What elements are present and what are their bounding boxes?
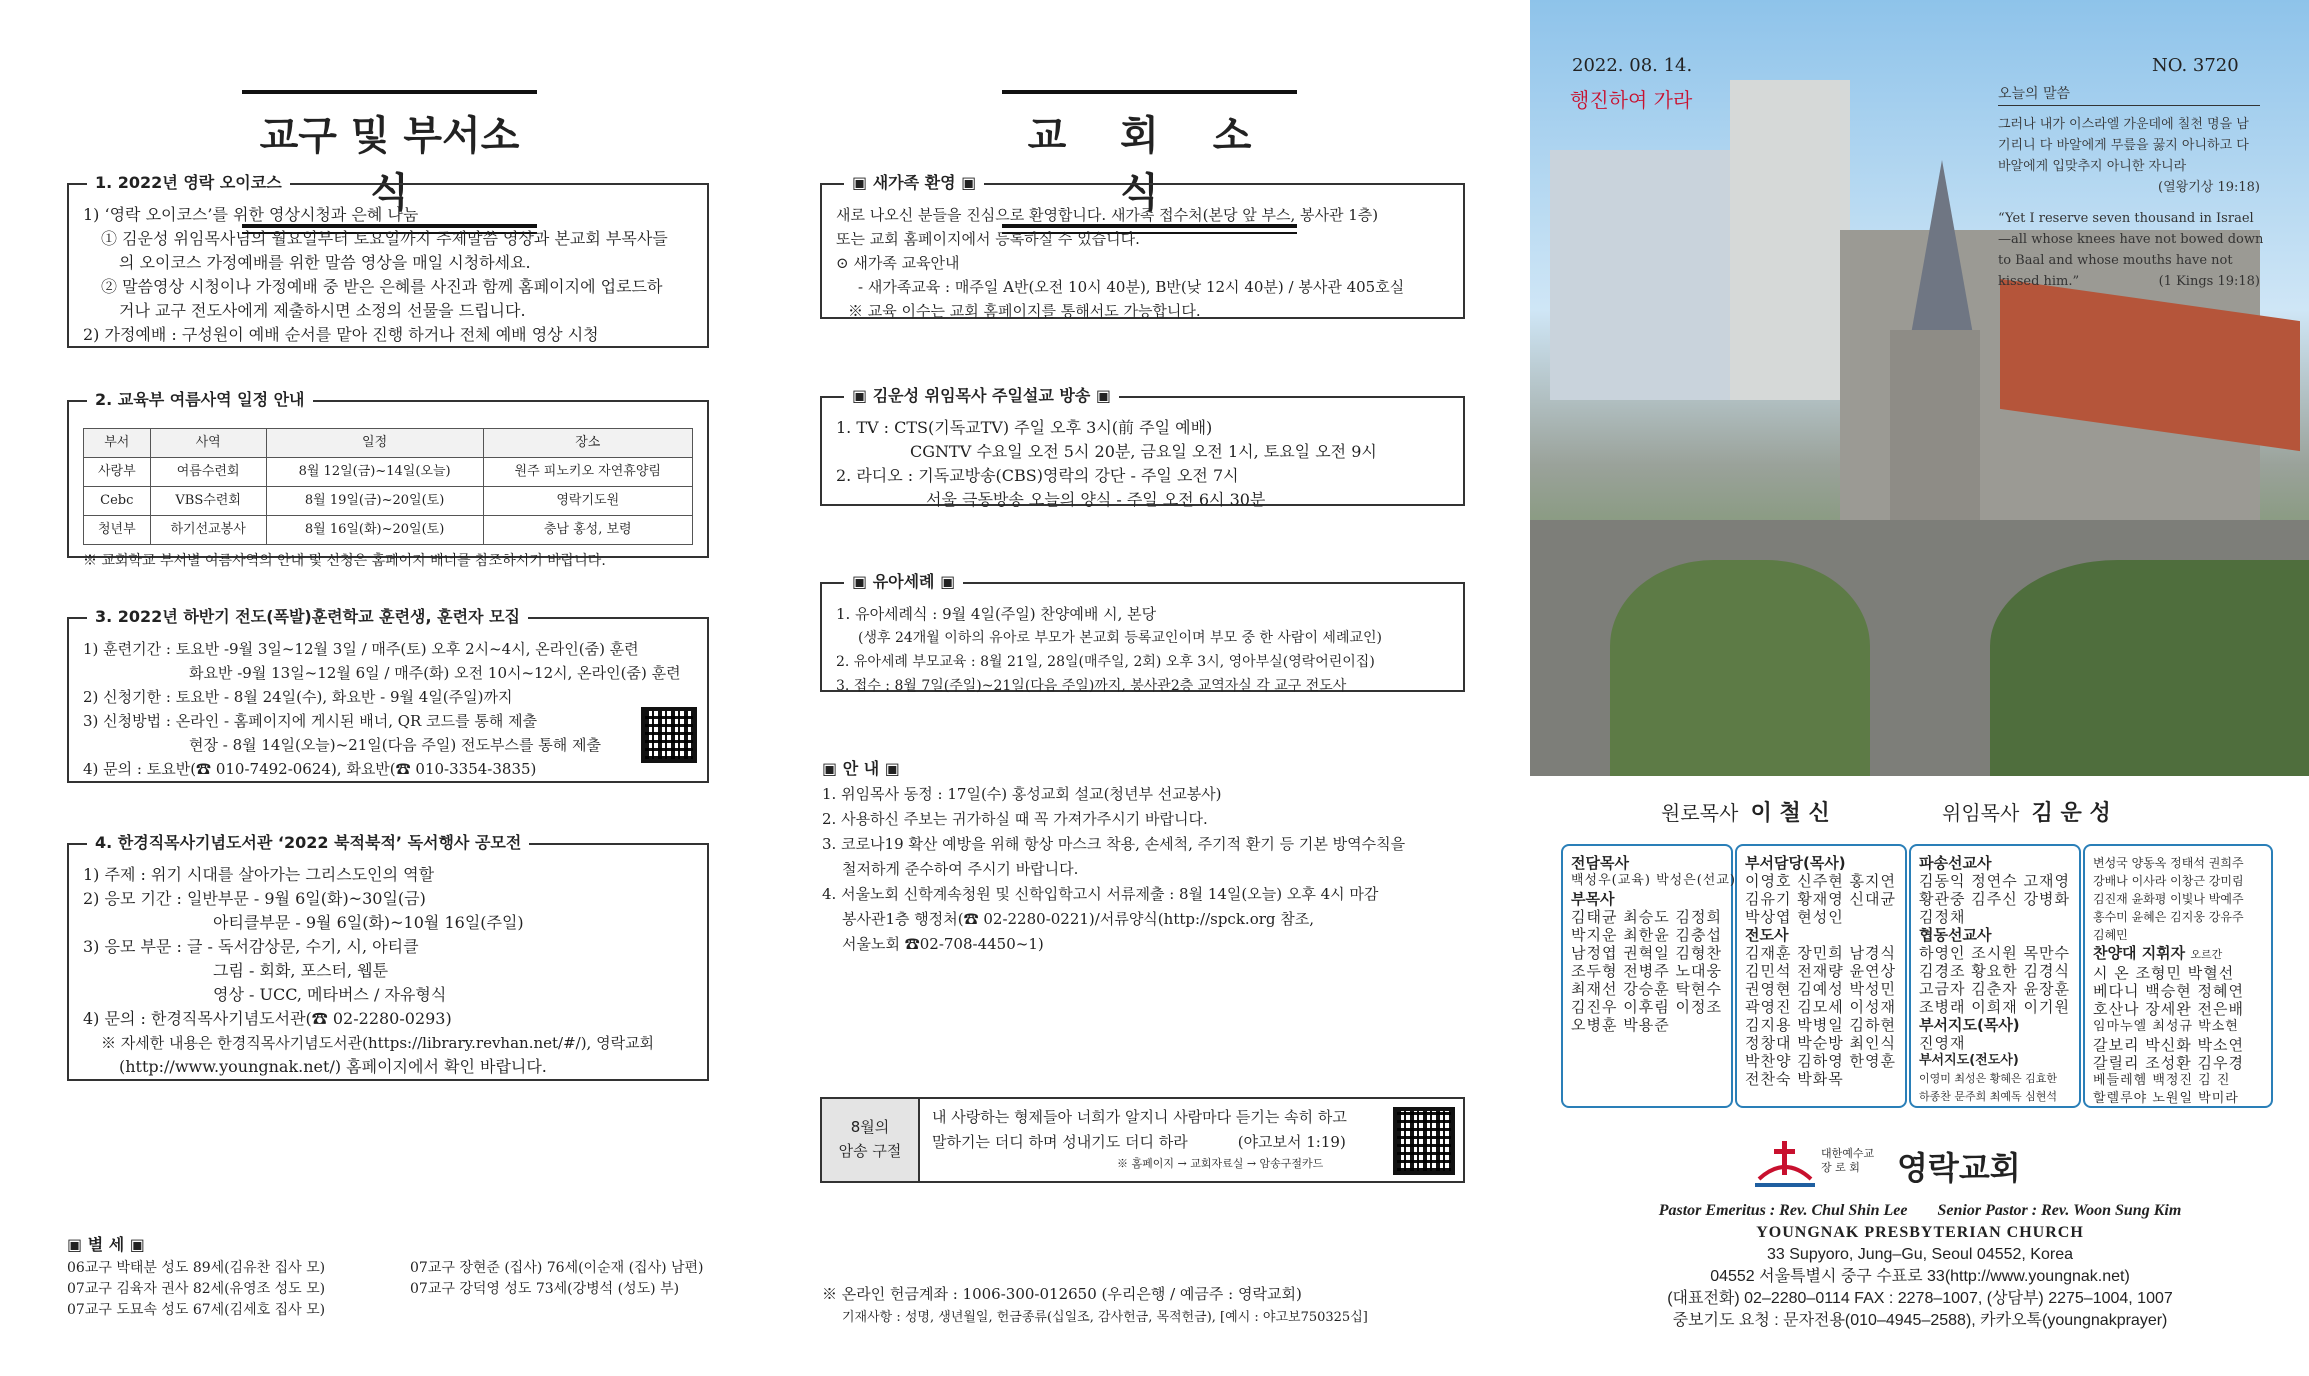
left-section-header: 교구 및 부서소식 [242,90,537,228]
list-item: 하영인 조시원 목만수 [1919,944,2070,962]
table-cell: 하기선교봉사 [150,516,266,545]
pastor-emeritus-label: 원로목사 [1661,801,1739,825]
list-item: 김혜민 [2093,928,2128,942]
list-item: 고금자 김춘자 윤장훈 [1919,980,2070,998]
senior-pastor-en: Senior Pastor : Rev. Woon Sung Kim [1937,1202,2182,1219]
memory-verse-line [932,1130,1347,1155]
list-item: 곽영진 김모세 이성재 [1745,998,1896,1016]
list-heading: 부목사 [1571,890,1615,908]
phone-numbers: (대표전화) 02–2280–0114 FAX : 2278–1007, (상담부) 2275–1004, 1007 [1667,1290,2173,1307]
church-logo [1755,1135,2075,1193]
verse-ko-line: 그러나 내가 이스라엘 가운데에 칠천 명을 남 [1998,117,2249,132]
list-heading [2093,944,2263,964]
list-heading: 부서지도(전도사) [1919,1053,2019,1068]
infant-baptism-title: ▣ 유아세례 ▣ [844,570,963,594]
list-item: 갈보리 박신화 박소연 [2093,1036,2244,1054]
book-contest-box [67,833,709,1081]
obituary-list-2 [410,1258,704,1300]
list-heading: 전담목사 [1571,854,1629,872]
newcomer-line: ※ 교육 이수는 교회 홈페이지를 통해서도 가능합니다. [848,302,1201,320]
verse-ko-line: 바알에게 입맞추지 아니한 자니라 [1998,159,2187,174]
list-item: 백성우(교육) 박성은(선교) [1571,873,1736,888]
book-contest-line: 4) 문의 : 한경직목사기념도서관(☎ 02-2280-0293) [83,1009,452,1028]
list-heading: 전도사 [1745,926,1789,944]
list-item: 김진재 윤화평 이빛나 박예주 [2093,892,2244,906]
oikos-line: ② 말씀영상 시청이나 가정예배 중 받은 은혜를 사진과 함께 홈페이지에 업로드하 [101,277,663,296]
broadcast-line: 1. TV : CTS(기독교TV) 주일 오후 3시(前 주일 예배) [836,418,1213,437]
list-item: 이영미 최성은 황혜은 김효한 [1919,1072,2058,1085]
book-contest-line: 1) 주제 : 위기 시대를 살아가는 그리스도인의 역할 [83,865,435,884]
list-item: 권영현 김예성 박성민 [1745,980,1896,998]
table-cell: 8월 19일(금)~20일(토) [266,487,483,516]
notice-list [822,782,1405,957]
verse-ko-line: 기리니 다 바알에게 무릎을 꿇지 아니하고 다 [1998,138,2249,153]
memory-verse-line: 내 사랑하는 형제들아 너희가 알지니 사람마다 듣기는 속히 하고 [932,1108,1347,1126]
table-cell: 8월 12일(금)~14일(오늘) [266,458,483,487]
list-item: 최재선 강승훈 탁현수 [1571,980,1722,998]
summer-schedule-table [83,428,693,545]
table-cell: 충남 홍성, 보령 [483,516,692,545]
bulletin-number: NO. 3720 [2152,55,2239,76]
broadcast-line: CGNTV 수요일 오전 5시 20분, 금요일 오전 1시, 토요일 오전 9시 [910,442,1377,461]
obituary-item: 06교구 박태분 성도 89세(김유찬 집사 모) [67,1260,326,1276]
memory-verse-label [822,1099,920,1181]
table-header: 일정 [266,429,483,458]
obituary-title: ▣ 별 세 ▣ [67,1235,145,1254]
infant-baptism-line: 1. 유아세례식 : 9월 4일(주일) 찬양예배 시, 본당 [836,605,1157,623]
list-item: 조병래 이희재 이기원 [1919,998,2070,1016]
table-cell: 원주 피노키오 자연휴양림 [483,458,692,487]
list-item: 임마누엘 최성규 박소현 [2093,1019,2239,1034]
notice-item: 서울노회 ☎02-708-4450~1) [842,935,1044,953]
table-header: 부서 [84,429,151,458]
sermon-theme: 행진하여 가라 [1570,88,1693,112]
bulletin-date: 2022. 08. 14. [1572,55,1693,76]
evangelism-qr-code[interactable] [641,707,697,763]
table-cell: 8월 16일(화)~20일(토) [266,516,483,545]
ministers-col-2 [1735,844,1907,1108]
list-heading: 협동선교사 [1919,926,1992,944]
table-row [84,516,693,545]
notice-item: 1. 위임목사 동정 : 17일(수) 홍성교회 설교(청년부 선교봉사) [822,785,1222,803]
book-contest-line: 2) 응모 기간 : 일반부문 - 9월 6일(화)~30일(금) [83,889,426,908]
newcomer-line: ⊙ 새가족 교육안내 [836,254,960,272]
evangelism-box [67,607,709,783]
list-item: 전찬숙 박화목 [1745,1070,1844,1088]
pastor-emeritus-en: Pastor Emeritus : Rev. Chul Shin Lee [1658,1202,1908,1219]
oikos-title: 1. 2022년 영락 오이코스 [87,171,290,195]
oikos-line: 의 오이코스 가정예배를 위한 말씀 영상을 매일 시청하세요. [119,253,531,272]
broadcast-line: 서울 극동방송 오늘의 양식 - 주일 오전 6시 30분 [926,490,1266,509]
book-contest-line: 아티클부문 - 9월 6일(화)~10월 16일(주일) [213,913,524,932]
newcomer-line: 새로 나오신 분들을 진심으로 환영합니다. 새가족 접수처(본당 앞 부스, 봉사관 1층) [836,206,1379,224]
oikos-line: ① 김운성 위임목사님의 월요일부터 토요일까지 주제말씀 영상과 본교회 부목사들 [101,229,668,248]
list-item: 홍수미 윤혜은 김지웅 강유주 [2093,910,2244,924]
evangelism-line: 3) 신청방법 : 온라인 - 홈페이지에 게시된 배너, QR 코드를 통해 제출 [83,712,538,730]
obituary-item: 07교구 도묘속 성도 67세(김세호 집사 모) [67,1302,326,1318]
infant-baptism-line: 2. 유아세례 부모교육 : 8월 21일, 28일(매주일, 2회) 오후 3시, 영아부실(영락어린이집) [836,654,1375,670]
evangelism-line: 현장 - 8월 14일(오늘)~21일(다음 주일) 전도부스를 통해 제출 [189,736,601,754]
infant-baptism-line: (생후 24개월 이하의 유아로 부모가 본교회 등록교인이며 부모 중 한 사람이 세례교인) [858,630,1382,646]
notice-item: 철저하게 준수하여 주시기 바랍니다. [842,860,1079,878]
list-item: 김지용 박병일 김하현 [1745,1016,1896,1034]
list-item: 박상엽 현성인 [1745,908,1844,926]
notice-title: ▣ 안 내 ▣ [822,759,900,778]
list-item: 시 온 조형민 박혈선 [2093,964,2235,982]
memory-verse-label-text: 암송 구절 [838,1142,902,1160]
summer-schedule-title: 2. 교육부 여름사역 일정 안내 [87,388,313,412]
oikos-box [67,173,709,348]
list-item: 변성국 양동옥 정태석 권희주 [2093,856,2244,870]
list-item: 이영호 신주현 홍지연 [1745,872,1896,890]
obituary-item: 07교구 강덕영 성도 73세(강병석 (성도) 부) [410,1281,680,1297]
list-heading: 부서지도(목사) [1919,1016,2020,1034]
verse-en-line [1998,271,2260,292]
verse-en-line: —all whose knees have not bowed down [1998,232,2264,247]
online-offering [822,1283,1368,1329]
broadcast-line: 2. 라디오 : 기독교방송(CBS)영락의 강단 - 주일 오전 7시 [836,466,1239,485]
oikos-line: 거나 교구 전도사에게 제출하시면 소정의 선물을 드립니다. [119,301,526,320]
table-cell: 청년부 [84,516,151,545]
list-item: 하종찬 문주희 최예독 심현석 [1919,1090,2058,1103]
oikos-line: 1) ‘영락 오이코스’를 위한 영상시청과 은혜 나눔 [83,205,419,224]
list-item: 김재훈 장민희 남경식 [1745,944,1896,962]
infant-baptism-line: 3. 접수 : 8월 7일(주일)~21일(다음 주일)까지, 봉사관2층 교역자실 각 교구 전도사 [836,678,1347,694]
prayer-request: 중보기도 요청 : 문자전용(010–4945–2588), 카카오톡(youngnakprayer) [1672,1312,2168,1329]
offering-account: ※ 온라인 헌금계좌 : 1006-300-012650 (우리은행 / 예금주 : 영락교회) [822,1285,1302,1303]
list-item: 진영재 [1919,1034,1966,1052]
evangelism-line: 화요반 -9월 13일~12월 6일 / 매주(화) 오전 10시~12시, 온라인(줌) 훈련 [189,664,681,682]
notice-item: 3. 코로나19 확산 예방을 위해 항상 마스크 착용, 손세척, 주기적 환기 등 기본 방역수칙을 [822,835,1406,853]
evangelism-line: 1) 훈련기간 : 토요반 -9월 3일~12월 3일 / 매주(토) 오후 2시~4시, 온라인(줌) 훈련 [83,640,639,658]
list-item: 박지운 최한윤 김충섭 [1571,926,1722,944]
church-name-ko: 영락교회 [1897,1149,2021,1187]
book-contest-line: 그림 - 회화, 포스터, 웹툰 [213,961,389,980]
book-contest-line: 3) 응모 부문 : 글 - 독서감상문, 수기, 시, 아티클 [83,937,419,956]
list-item: 김경조 황요한 김경식 [1919,962,2070,980]
ministers-col-3 [1909,844,2081,1108]
choir-conductor-heading: 찬양대 지휘자 [2093,944,2186,962]
book-contest-line: (http://www.youngnak.net/) 홈페이지에서 확인 바랍니다. [119,1057,547,1076]
book-contest-title: 4. 한경직목사기념도서관 ‘2022 북적북적’ 독서행사 공모전 [87,831,529,855]
obituary-list-1 [67,1258,325,1321]
memory-verse-line-2: 말하기는 더디 하며 성내기도 더디 하라 [932,1133,1188,1151]
pastors-en [1550,1200,2290,1222]
memory-verse-box [820,1097,1465,1183]
list-item: 김태균 최승도 김정희 [1571,908,1722,926]
broadcast-box [820,386,1465,509]
denomination-line-1: 대한예수교 [1821,1147,1875,1160]
table-row [84,487,693,516]
address-ko: 04552 서울특별시 중구 수표로 33(http://www.youngnak.net) [1710,1268,2130,1285]
list-item: 김동익 정연수 고재영 [1919,872,2070,890]
pastor-emeritus [1661,796,1830,827]
denomination-line-2: 장 로 회 [1821,1161,1860,1174]
senior-pastor [1942,796,2111,827]
middle-section-header: 교 회 소 식 [1002,90,1297,228]
newcomer-line: 또는 교회 홈페이지에서 등록하실 수 있습니다. [836,230,1140,248]
oikos-line: 2) 가정예배 : 구성원이 예배 순서를 맡아 진행 하거나 전체 예배 영상 시청 [83,325,599,344]
list-heading: 부서담당(목사) [1745,854,1846,872]
list-item: 김진우 이후림 이정조 [1571,998,1722,1016]
summer-schedule-note: ※ 교회학교 부서별 여름사역의 안내 및 신청은 홈페이지 배너를 참조하시기 바랍니다. [83,553,606,569]
table-cell: 영락기도원 [483,487,692,516]
table-cell: 사랑부 [84,458,151,487]
evangelism-title: 3. 2022년 하반기 전도(폭발)훈련학교 훈련생, 훈련자 모집 [87,605,528,629]
memory-verse-ref: (야고보서 1:19) [1237,1133,1346,1151]
senior-pastor-name: 김 운 성 [2031,801,2111,826]
list-item: 김정채 [1919,908,1966,926]
footer-info [1550,1200,2290,1332]
memory-verse-qr-code[interactable] [1393,1107,1455,1175]
notice-item: 봉사관1층 행정처(☎ 02-2280-0221)/서류양식(http://spck.org 참조, [842,910,1315,928]
table-cell: VBS수련회 [150,487,266,516]
table-cell: Cebc [84,487,151,516]
todays-verse [1998,84,2264,292]
verse-ko-ref: (열왕기상 19:18) [2158,180,2260,195]
address-en: 33 Supyoro, Jung–Gu, Seoul 04552, Korea [1767,1246,2073,1263]
offering-note: 기재사항 : 성명, 생년월일, 헌금종류(십일조, 감사헌금, 목적헌금), [예시 : 야고보750325십] [842,1310,1368,1325]
verse-en-ref: (1 Kings 19:18) [2158,274,2260,289]
church-emblem-icon [1755,1135,1815,1193]
broadcast-title: ▣ 김운성 위임목사 주일설교 방송 ▣ [844,384,1119,408]
evangelism-line: 2) 신청기한 : 토요반 - 8월 24일(수), 화요반 - 9월 4일(주일)까지 [83,688,513,706]
list-item: 오병훈 박용준 [1571,1016,1670,1034]
list-item: 호산나 장세완 전은배 [2093,1000,2244,1018]
memory-verse-note: ※ 홈페이지 → 교회자료실 → 암송구절카드 [1117,1157,1324,1170]
summer-schedule-box [67,390,709,569]
ministers-col-1 [1561,844,1736,1108]
organ-heading: 오르간 [2190,948,2223,961]
list-item: 할렐루야 노원일 박미라 [2093,1091,2239,1106]
obituary-item: 07교구 김육자 권사 82세(유영조 성도 모) [67,1281,326,1297]
book-contest-line: ※ 자세한 내용은 한경직목사기념도서관(https://library.revhan.net/#/), 영락교회 [101,1034,655,1052]
list-item: 남정엽 권혁일 김형찬 [1571,944,1722,962]
list-item: 갈릴리 조성환 김우경 [2093,1054,2244,1072]
memory-verse-text [932,1105,1347,1173]
evangelism-line: 4) 문의 : 토요반(☎ 010-7492-0624), 화요반(☎ 010-3354-3835) [83,760,537,778]
notice-item: 2. 사용하신 주보는 귀가하실 때 꼭 가져가주시기 바랍니다. [822,810,1208,828]
todays-verse-title: 오늘의 말씀 [1998,84,2260,106]
church-name-en: YOUNGNAK PRESBYTERIAN CHURCH [1756,1224,2084,1241]
newcomer-box [820,173,1465,320]
list-item: 조두형 전병주 노대웅 [1571,962,1722,980]
verse-en-line-4: kissed him.” [1998,274,2080,289]
table-header: 장소 [483,429,692,458]
list-item: 강배나 이사라 이창근 강미림 [2093,874,2244,888]
ministers-col-4 [2083,844,2273,1108]
table-cell: 여름수련회 [150,458,266,487]
list-heading: 파송선교사 [1919,854,1992,872]
notice-item: 4. 서울노회 신학계속청원 및 신학입학고시 서류제출 : 8월 14일(오늘) 오후 4시 마감 [822,885,1379,903]
book-contest-line: 영상 - UCC, 메타버스 / 자유형식 [213,985,447,1004]
infant-baptism-box [820,572,1465,694]
table-header: 사역 [150,429,266,458]
newcomer-line: - 새가족교육 : 매주일 A반(오전 10시 40분), B반(낮 12시 40분) / 봉사관 405호실 [858,278,1405,296]
table-row [84,458,693,487]
memory-verse-month: 8월의 [850,1118,890,1136]
pastor-emeritus-name: 이 철 신 [1750,801,1830,826]
list-item: 정창대 박순방 최인식 [1745,1034,1896,1052]
verse-en-line: to Baal and whose mouths have not [1998,253,2233,268]
list-item: 김민석 전재량 윤연상 [1745,962,1896,980]
newcomer-title: ▣ 새가족 환영 ▣ [844,171,984,195]
list-item: 황관중 김주신 강병화 [1919,890,2070,908]
senior-pastor-label: 위임목사 [1942,801,2020,825]
list-item: 베들레헴 백정진 김 진 [2093,1073,2231,1088]
verse-en-line: “Yet I reserve seven thousand in Israel [1998,211,2254,226]
obituary-item: 07교구 장현준 (집사) 76세(이순재 (집사) 남편) [410,1260,704,1276]
list-item: 김유기 황재영 신대균 [1745,890,1896,908]
list-item: 베다니 백승현 정혜연 [2093,982,2244,1000]
list-item: 박찬양 김하영 한영훈 [1745,1052,1896,1070]
